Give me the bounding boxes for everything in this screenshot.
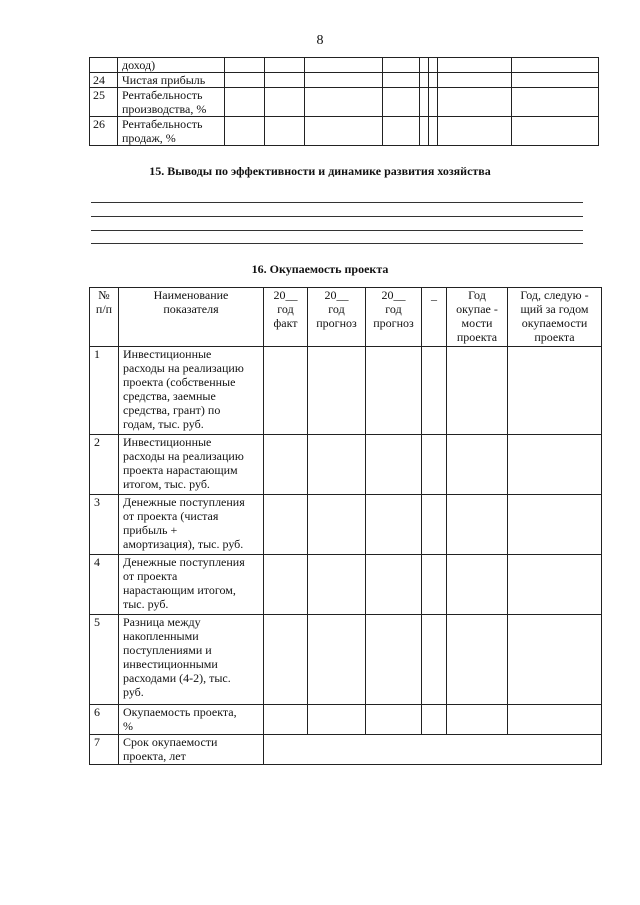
data-cell[interactable]: [429, 88, 438, 117]
data-cell[interactable]: [438, 58, 512, 73]
merged-data-cell[interactable]: [264, 735, 602, 765]
table-row: [90, 347, 602, 435]
row-label: Разница между накопленными поступлениями и инвестиционными расходами (4-2), тыс. руб.: [119, 615, 264, 705]
data-cell[interactable]: [265, 58, 305, 73]
data-cell[interactable]: [447, 705, 508, 735]
data-cell[interactable]: [383, 88, 420, 117]
col-header-year-forecast: 20__ год прогноз: [366, 288, 422, 347]
data-cell[interactable]: [447, 555, 508, 615]
col-header-year-fact: 20__ год факт: [264, 288, 308, 347]
row-label: доход): [118, 58, 225, 73]
data-cell[interactable]: [264, 435, 308, 495]
data-cell[interactable]: [225, 88, 265, 117]
fill-line[interactable]: [91, 202, 583, 203]
row-label: Рентабельность производства, %: [118, 88, 225, 117]
data-cell[interactable]: [447, 495, 508, 555]
data-cell[interactable]: [264, 555, 308, 615]
row-label: Инвестиционные расходы на реализацию проекта (собственные средства, заемные средства, грант) по годам, тыс. руб.: [119, 347, 264, 435]
data-cell[interactable]: [422, 495, 447, 555]
data-cell[interactable]: [420, 88, 429, 117]
row-label: Рентабельность продаж, %: [118, 117, 225, 146]
data-cell[interactable]: [512, 117, 599, 146]
table-row: [90, 555, 602, 615]
table-row: [90, 435, 602, 495]
row-label: Срок окупаемости проекта, лет: [119, 735, 264, 765]
section-16-title: 16. Окупаемость проекта: [251, 262, 389, 276]
data-cell[interactable]: [447, 347, 508, 435]
row-label: Денежные поступления от проекта (чистая прибыль + амортизация), тыс. руб.: [119, 495, 264, 555]
data-cell[interactable]: [508, 615, 602, 705]
table-row: [90, 495, 602, 555]
data-cell[interactable]: [305, 117, 383, 146]
data-cell[interactable]: [265, 73, 305, 88]
row-label: Денежные поступления от проекта нарастающим итогом, тыс. руб.: [119, 555, 264, 615]
row-number: 4: [90, 555, 119, 615]
row-label: Окупаемость проекта, %: [119, 705, 264, 735]
data-cell[interactable]: [447, 435, 508, 495]
page-number: 8: [316, 33, 324, 48]
data-cell[interactable]: [366, 347, 422, 435]
row-number: 25: [90, 88, 118, 117]
table-row: [90, 117, 599, 146]
data-cell[interactable]: [305, 58, 383, 73]
data-cell[interactable]: [512, 58, 599, 73]
data-cell[interactable]: [438, 117, 512, 146]
fill-line[interactable]: [91, 230, 583, 231]
data-cell[interactable]: [305, 88, 383, 117]
indicators-table-continued: [89, 57, 599, 146]
row-number: 6: [90, 705, 119, 735]
data-cell[interactable]: [438, 73, 512, 88]
data-cell[interactable]: [508, 705, 602, 735]
data-cell[interactable]: [429, 58, 438, 73]
row-number: 3: [90, 495, 119, 555]
col-header-payback-year: Год окупае - мости проекта: [447, 288, 508, 347]
col-header-num: № п/п: [90, 288, 119, 347]
payback-table: [89, 287, 602, 765]
data-cell[interactable]: [265, 88, 305, 117]
data-cell[interactable]: [366, 615, 422, 705]
data-cell[interactable]: [420, 117, 429, 146]
col-header-name: Наименование показателя: [119, 288, 264, 347]
data-cell[interactable]: [264, 615, 308, 705]
data-cell[interactable]: [420, 73, 429, 88]
data-cell[interactable]: [512, 88, 599, 117]
data-cell[interactable]: [383, 58, 420, 73]
data-cell[interactable]: [308, 615, 366, 705]
data-cell[interactable]: [308, 705, 366, 735]
row-number: 2: [90, 435, 119, 495]
data-cell[interactable]: [422, 435, 447, 495]
col-header-dash: _: [422, 288, 447, 347]
data-cell[interactable]: [264, 495, 308, 555]
row-number: 5: [90, 615, 119, 705]
data-cell[interactable]: [508, 435, 602, 495]
data-cell[interactable]: [508, 495, 602, 555]
table-row: [90, 735, 602, 765]
row-label: Чистая прибыль: [118, 73, 225, 88]
fill-line[interactable]: [91, 216, 583, 217]
data-cell[interactable]: [225, 58, 265, 73]
data-cell[interactable]: [366, 705, 422, 735]
row-number: [90, 58, 118, 73]
data-cell[interactable]: [429, 117, 438, 146]
data-cell[interactable]: [366, 495, 422, 555]
data-cell[interactable]: [447, 615, 508, 705]
data-cell[interactable]: [422, 615, 447, 705]
data-cell[interactable]: [305, 73, 383, 88]
data-cell[interactable]: [438, 88, 512, 117]
table-row: [90, 615, 602, 705]
row-number: 24: [90, 73, 118, 88]
data-cell[interactable]: [383, 117, 420, 146]
table-row: [90, 88, 599, 117]
row-number: 26: [90, 117, 118, 146]
data-cell[interactable]: [508, 555, 602, 615]
data-cell[interactable]: [308, 555, 366, 615]
data-cell[interactable]: [429, 73, 438, 88]
data-cell[interactable]: [225, 73, 265, 88]
table-row: [90, 705, 602, 735]
data-cell[interactable]: [225, 117, 265, 146]
table-header-row: [90, 288, 602, 347]
data-cell[interactable]: [308, 495, 366, 555]
data-cell[interactable]: [383, 73, 420, 88]
col-header-next-year: Год, следую - щий за годом окупаемости проекта: [508, 288, 602, 347]
data-cell[interactable]: [265, 117, 305, 146]
row-number: 1: [90, 347, 119, 435]
data-cell[interactable]: [512, 73, 599, 88]
section-15-title: 15. Выводы по эффективности и динамике развития хозяйства: [149, 164, 491, 178]
table-row: [90, 73, 599, 88]
fill-line[interactable]: [91, 243, 583, 244]
row-number: 7: [90, 735, 119, 765]
data-cell[interactable]: [422, 555, 447, 615]
data-cell[interactable]: [422, 705, 447, 735]
table-row: [90, 58, 599, 73]
data-cell[interactable]: [422, 347, 447, 435]
data-cell[interactable]: [308, 435, 366, 495]
data-cell[interactable]: [366, 555, 422, 615]
data-cell[interactable]: [264, 705, 308, 735]
data-cell[interactable]: [420, 58, 429, 73]
data-cell[interactable]: [366, 435, 422, 495]
col-header-year-forecast: 20__ год прогноз: [308, 288, 366, 347]
data-cell[interactable]: [264, 347, 308, 435]
row-label: Инвестиционные расходы на реализацию проекта нарастающим итогом, тыс. руб.: [119, 435, 264, 495]
data-cell[interactable]: [508, 347, 602, 435]
data-cell[interactable]: [308, 347, 366, 435]
